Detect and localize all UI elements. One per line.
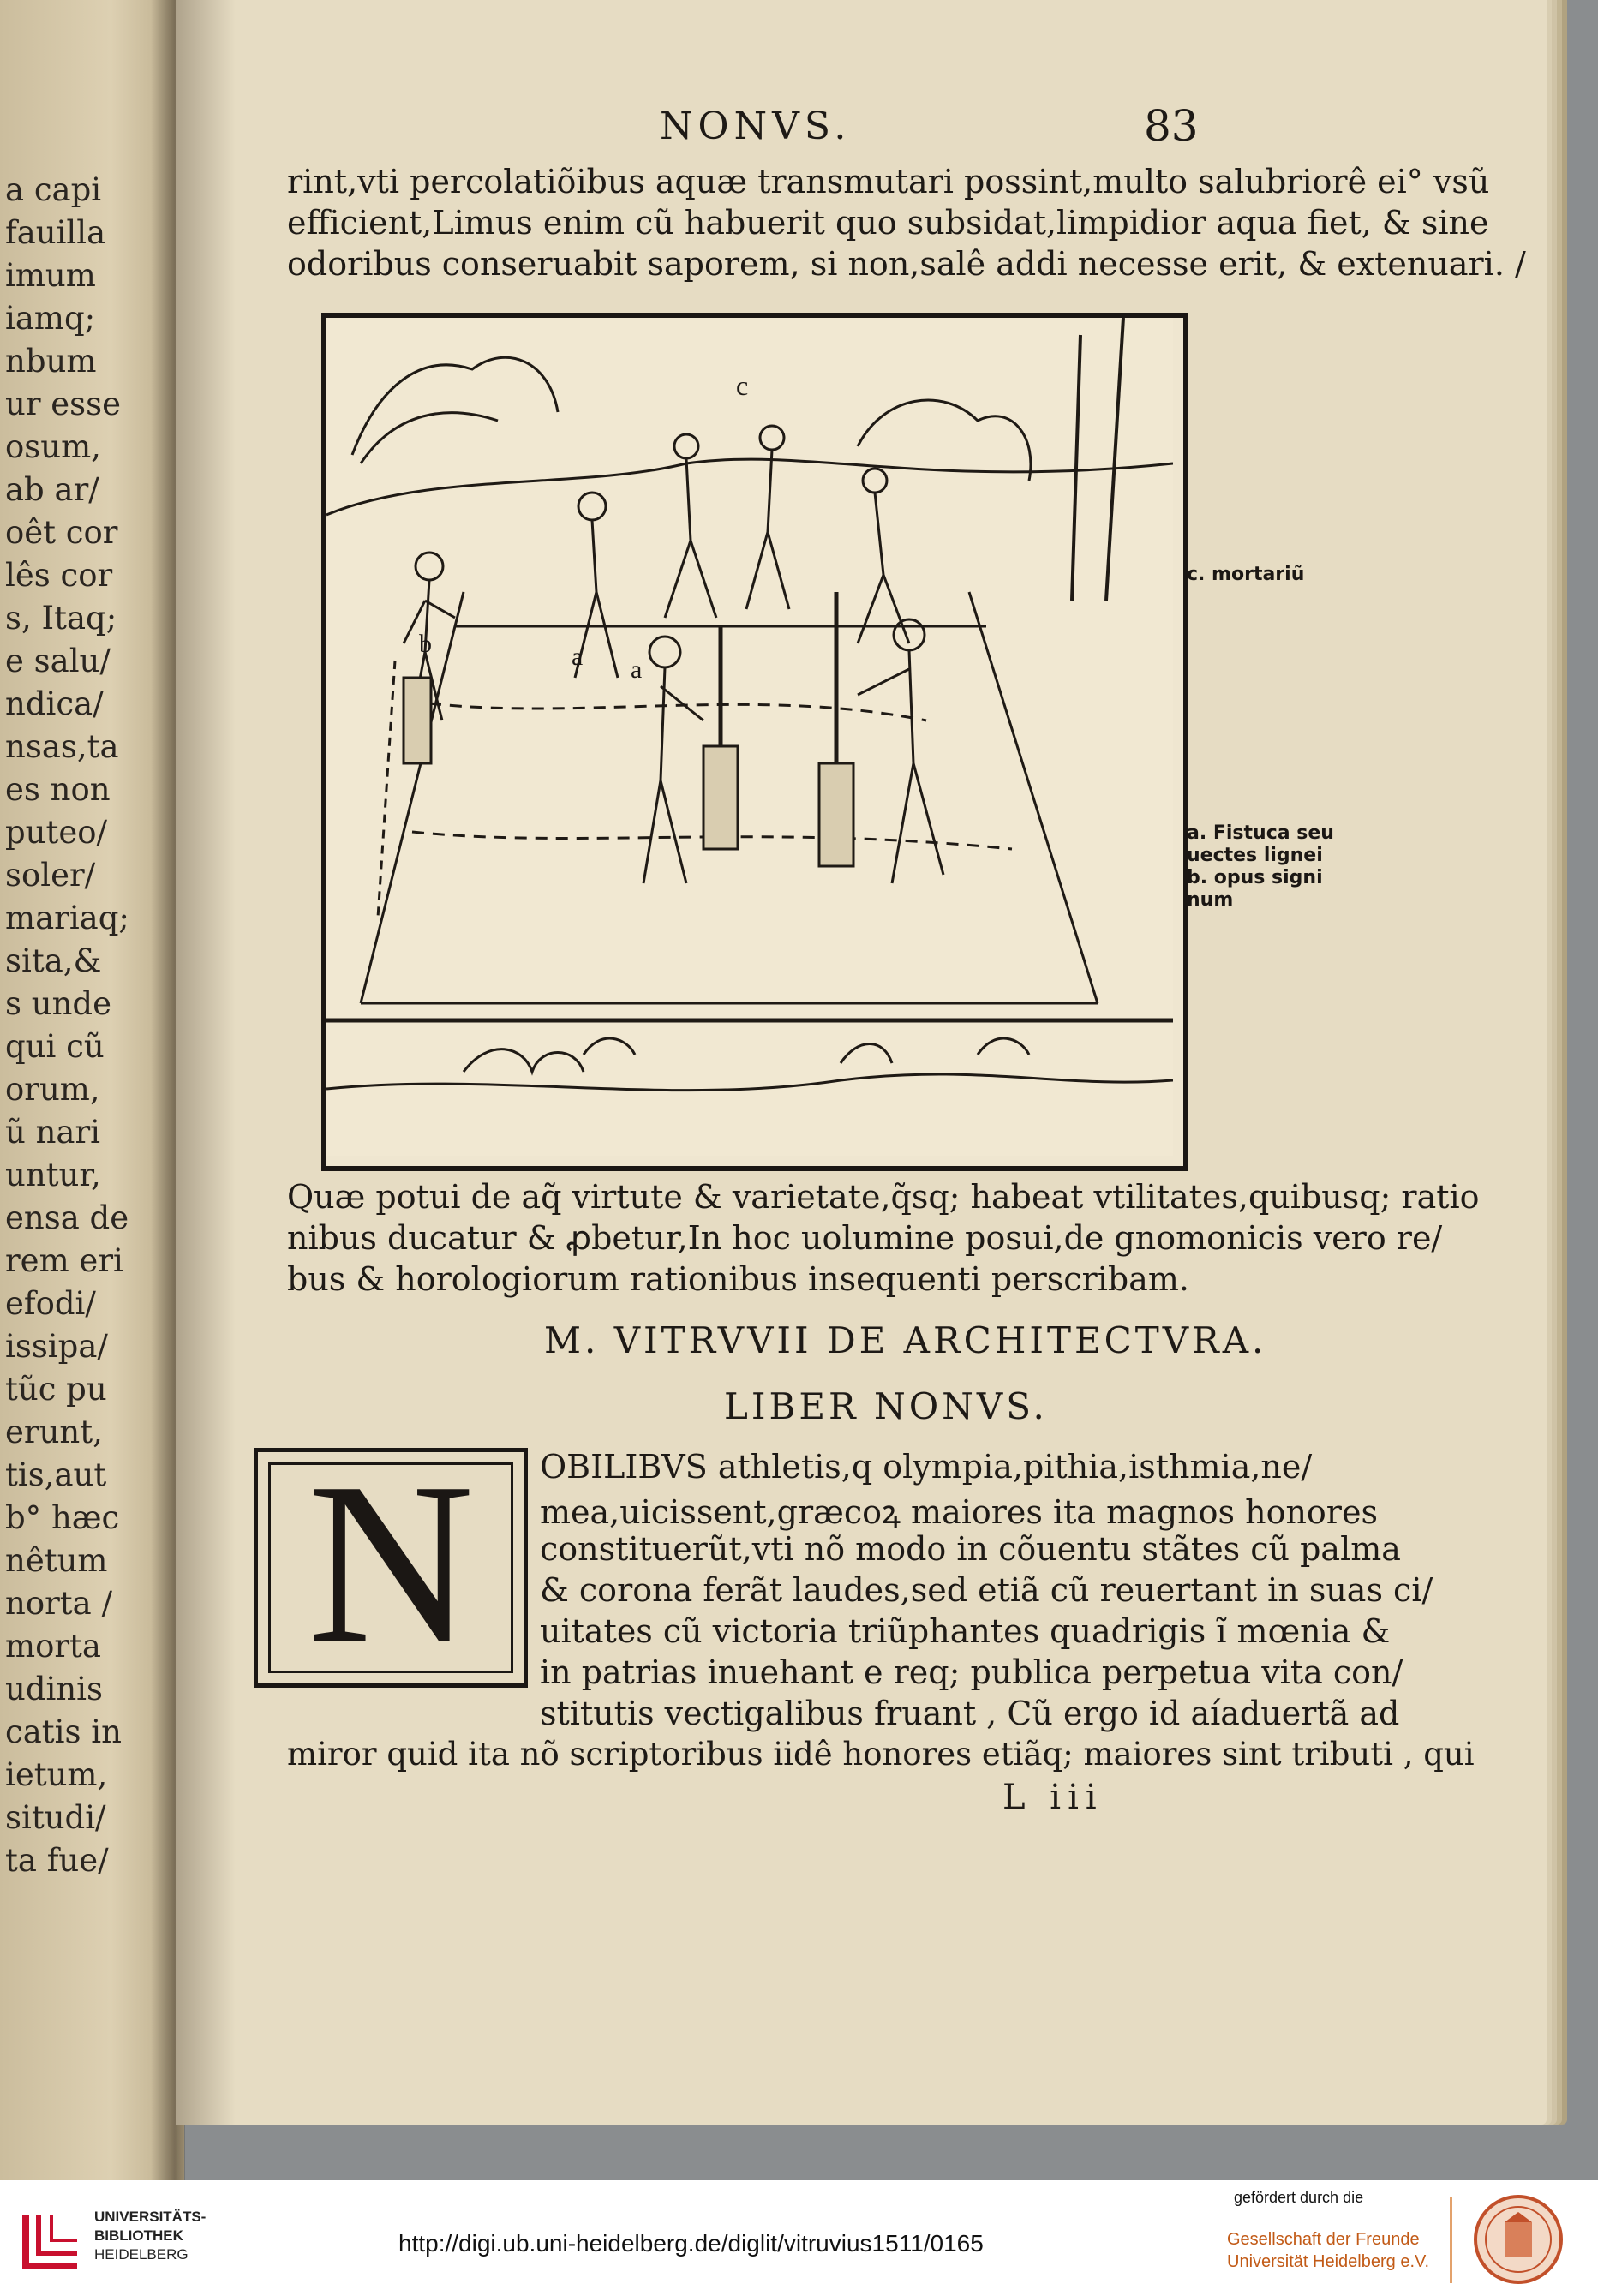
left-page-fragment: nêtum xyxy=(5,1542,108,1579)
left-page-fragment: qui cũ xyxy=(5,1028,105,1065)
library-name-line: BIBLIOTHEK xyxy=(94,2227,183,2244)
left-page-fragment: tis,aut xyxy=(5,1456,107,1493)
sponsor-name: Gesellschaft der Freunde xyxy=(1227,2230,1420,2249)
footer-bar xyxy=(0,2180,1598,2296)
left-page-fragment: ietum, xyxy=(5,1756,108,1793)
left-page-fragment: issipa/ xyxy=(5,1328,108,1365)
margin-note-ab: uectes lignei xyxy=(1187,845,1323,866)
text-line: uitates cũ victoria triũphantes quadrigis ĩ mœnia & xyxy=(540,1612,1391,1650)
university-seal-icon xyxy=(1472,2193,1565,2286)
figure-label-a: a xyxy=(631,655,643,684)
woodcut-illustration xyxy=(321,313,1188,1171)
figure-label-b: b xyxy=(419,630,432,658)
running-head: NONVS. xyxy=(660,105,852,148)
margin-note-ab: a. Fistuca seu xyxy=(1187,822,1334,844)
left-page-fragment: ũ nari xyxy=(5,1114,100,1151)
text-line: stitutis vectigalibus fruant , Cũ ergo id aíaduertã ad xyxy=(540,1695,1400,1732)
left-page-fragment: untur, xyxy=(5,1157,101,1193)
left-page-fragment: osum, xyxy=(5,428,101,465)
left-page-fragment: s, Itaq; xyxy=(5,600,117,637)
decorated-initial xyxy=(254,1435,528,1691)
initial-frame xyxy=(268,1435,513,1691)
chapter-heading: M. VITRVVII DE ARCHITECTVRA. xyxy=(544,1319,1267,1361)
figure-label-c: c xyxy=(736,370,749,401)
left-page-fragment: ensa de xyxy=(5,1199,129,1236)
left-page-fragment: efodi/ xyxy=(5,1285,96,1322)
left-page-fragment: tũc pu xyxy=(5,1371,107,1408)
funded-by-label: gefördert durch die xyxy=(1234,2189,1364,2206)
left-page-fragment: sita,& xyxy=(5,942,102,979)
left-page-fragment: oêt cor xyxy=(5,514,118,551)
text-line: constituerũt,vti nõ modo in cõuentu stãtes cũ palma xyxy=(540,1530,1401,1568)
left-page-fragment: b° hæc xyxy=(5,1499,120,1536)
signature-mark: L iii xyxy=(1002,1778,1104,1817)
left-page-fragment: ndica/ xyxy=(5,685,104,722)
text-line: rint,vti percolatiõibus aquæ transmutari possint,multo salubriorê ei° vsũ xyxy=(287,163,1490,200)
left-page-fragment: a capi xyxy=(5,171,102,208)
figure-label-a: a xyxy=(572,643,584,671)
chapter-subheading: LIBER NONVS. xyxy=(724,1385,1048,1427)
left-page-fragment: erunt, xyxy=(5,1414,103,1450)
text-line: in patrias inuehant e req; publica perpetua vita con/ xyxy=(540,1653,1403,1691)
left-page-fragment: imum xyxy=(5,257,96,294)
left-page-fragment: situdi/ xyxy=(5,1799,106,1836)
margin-note-ab: num xyxy=(1187,889,1234,911)
text-line: & corona ferãt laudes,sed etiã cũ reuertant in suas ci/ xyxy=(540,1571,1433,1609)
left-page-fragment: morta xyxy=(5,1628,101,1665)
left-page-fragment: catis in xyxy=(5,1713,122,1750)
initial-letter: N xyxy=(307,1435,475,1691)
left-page-fragment: iamq; xyxy=(5,300,96,337)
left-page-fragment: lês cor xyxy=(5,557,113,594)
left-page-fragment: es non xyxy=(5,771,111,808)
text-line: miror quid ita nõ scriptoribus iidê honores etiãq; maiores sint tributi , qui xyxy=(287,1736,1475,1773)
text-line: mea,uicissent,græcoꝝ maiores ita magnos honores xyxy=(540,1493,1378,1531)
left-page-fragment: orum, xyxy=(5,1071,100,1108)
library-name xyxy=(94,2208,206,2264)
left-page-fragment: soler/ xyxy=(5,857,96,894)
text-line: efficient,Limus enim cũ habuerit quo subsidat,limpidior aqua fiet, & sine xyxy=(287,204,1489,242)
left-page-fragment: rem eri xyxy=(5,1242,123,1279)
text-line: odoribus conseruabit saporem, si non,salê addi necesse erit, & extenuari. / xyxy=(287,245,1526,283)
text-line: nibus ducatur & ꝓbetur,In hoc uolumine posui,de gnomonicis vero re/ xyxy=(287,1219,1443,1257)
text-line: OBILIBVS athletis,q olympia,pithia,isthmia,ne/ xyxy=(540,1448,1313,1486)
left-page-fragment: nbum xyxy=(5,343,97,380)
folio-number: 83 xyxy=(1144,101,1199,151)
footer-divider xyxy=(1450,2197,1452,2283)
margin-note-ab: b. opus signi xyxy=(1187,867,1323,888)
library-name-line: HEIDELBERG xyxy=(94,2246,189,2263)
left-page-fragment: fauilla xyxy=(5,214,106,251)
left-page-fragment: e salu/ xyxy=(5,643,111,679)
left-page-fragment: norta / xyxy=(5,1585,112,1622)
library-name-line: UNIVERSITÄTS- xyxy=(94,2209,206,2225)
left-page-fragment: ab ar/ xyxy=(5,471,99,508)
left-page-fragment: ta fue/ xyxy=(5,1842,109,1879)
ub-logo-icon xyxy=(17,2206,86,2275)
source-url-link[interactable]: http://digi.ub.uni-heidelberg.de/diglit/vitruvius1511/0165 xyxy=(398,2230,984,2257)
sponsor-name: Universität Heidelberg e.V. xyxy=(1227,2252,1430,2271)
text-line: bus & horologiorum rationibus insequenti perscribam. xyxy=(287,1260,1189,1298)
woodcut-drawing xyxy=(326,318,1173,1156)
left-page-fragment: ur esse xyxy=(5,386,122,422)
left-page-fragment: s unde xyxy=(5,985,111,1022)
margin-note-c: c. mortariũ xyxy=(1187,564,1305,585)
left-page-fragment: mariaq; xyxy=(5,900,129,936)
left-page-fragment: puteo/ xyxy=(5,814,108,851)
left-page-fragment: udinis xyxy=(5,1671,103,1707)
right-page xyxy=(176,0,1547,2125)
text-line: Quæ potui de aq̃ virtute & varietate,q̃sq; habeat vtilitates,quibusq; ratio xyxy=(287,1178,1480,1216)
left-page-fragment: nsas,ta xyxy=(5,728,119,765)
